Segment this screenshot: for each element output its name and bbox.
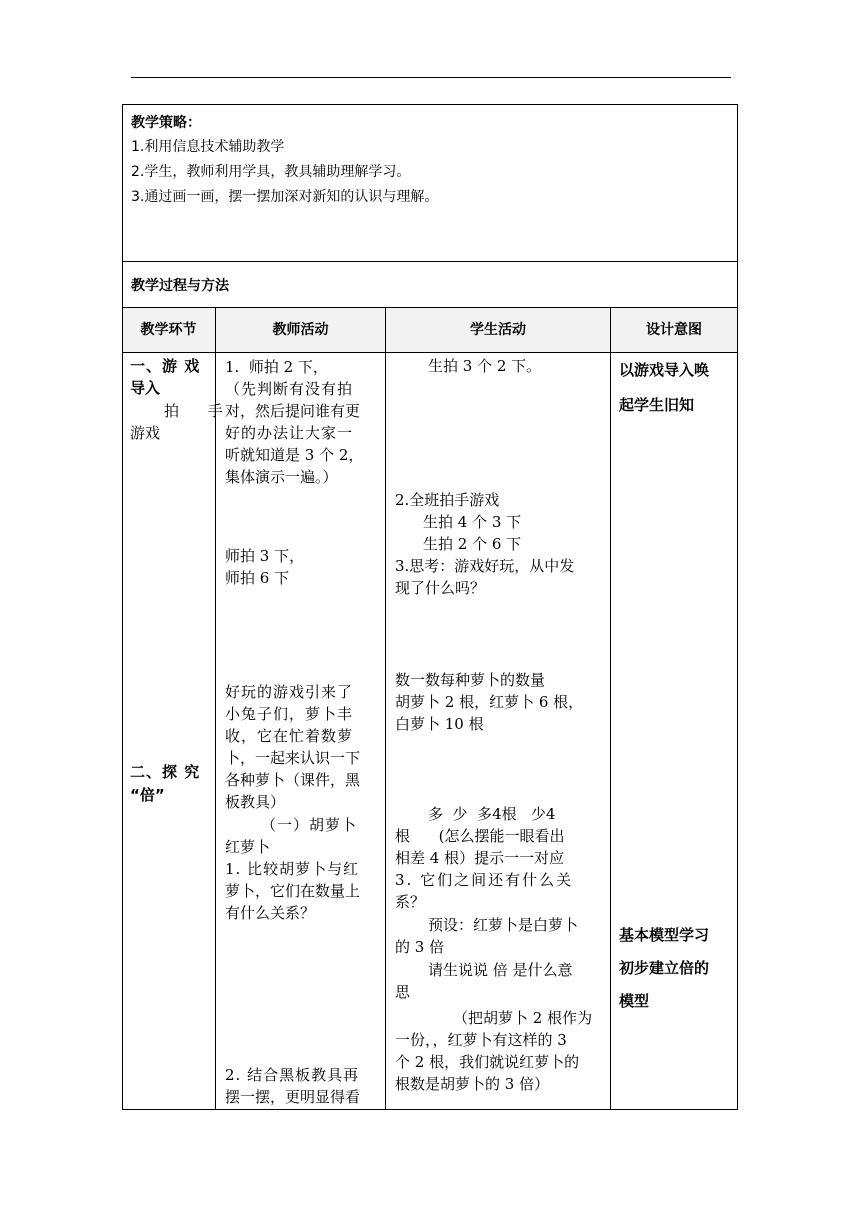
teacher-text: 小兔子们，萝卜丰 [225, 705, 354, 723]
teacher-text: 各种萝卜（课件，黑 [225, 771, 361, 789]
header-teacher: 教师活动 [272, 322, 329, 338]
teacher-text: 板教具） [225, 793, 286, 811]
intent-text: 基本模型学习 [619, 926, 710, 944]
student-text: 数一数每种萝卜的数量 [395, 671, 546, 689]
stage-1-subtitle: 拍 手 [164, 402, 235, 420]
intent-text: 模型 [619, 992, 650, 1010]
student-text: 现了什么吗？ [395, 579, 486, 597]
process-title: 教学过程与方法 [131, 278, 229, 294]
student-text: 相差 4 根）提示一一对应 [395, 849, 565, 867]
teacher-text: 收，它在忙着数萝 [225, 727, 354, 745]
student-text: 一份，，红萝卜有这样的 3 [395, 1031, 567, 1049]
column-divider [610, 307, 611, 1110]
student-text: 请生说说 倍 是什么意 [428, 961, 573, 979]
student-text: 2.全班拍手游戏 [395, 491, 500, 509]
stage-1-subtitle-cont: 游戏 [130, 424, 161, 442]
student-text: 胡萝卜 2 根，红萝卜 6 根， [395, 693, 584, 711]
student-text: （把胡萝卜 2 根作为 [453, 1009, 593, 1027]
teacher-text: （先判断有没有拍 [225, 380, 354, 398]
teacher-text: 师拍 3 下， [225, 547, 305, 565]
header-stage: 教学环节 [140, 322, 197, 338]
teacher-text: 1. 师拍 2 下， [225, 358, 328, 376]
stage-1-title: 一、游 戏 [130, 357, 201, 375]
teacher-text: 有什么关系？ [225, 904, 316, 922]
table-border-right [737, 104, 738, 1110]
intent-text: 初步建立倍的 [619, 959, 710, 977]
student-text: 预设：红萝卜是白萝卜 [428, 916, 579, 934]
header-intent: 设计意图 [646, 322, 702, 338]
column-divider [215, 307, 216, 1110]
column-divider [385, 307, 386, 1110]
strategy-item: 1.利用信息技术辅助教学 [131, 139, 285, 155]
header-rule [131, 77, 731, 78]
stage-2-title: 二、探 究 [130, 763, 201, 781]
strategy-title: 教学策略： [131, 115, 201, 131]
intent-text: 以游戏导入唤 [619, 361, 710, 379]
stage-1-title-cont: 导入 [130, 379, 161, 397]
lesson-table [122, 104, 738, 1110]
teacher-text: 师拍 6 下 [225, 569, 290, 587]
table-border-left [122, 104, 123, 1110]
student-text: 生拍 4 个 3 下 [423, 513, 522, 531]
stage-2-title-cont: “倍” [130, 786, 165, 804]
student-text: 思 [395, 983, 411, 1001]
student-text: 个 2 根，我们就说红萝卜的 [395, 1053, 580, 1071]
student-text: 根数是胡萝卜的 3 倍） [395, 1075, 550, 1093]
strategy-item: 3.通过画一画，摆一摆加深对新知的认识与理解。 [131, 189, 439, 205]
teacher-text: 1. 比较胡萝卜与红 [225, 860, 360, 878]
teacher-text: 集体演示一遍。） [225, 468, 338, 486]
teacher-text: 萝卜，它们在数量上 [225, 882, 361, 900]
student-text: 的 3 倍 [395, 938, 445, 956]
teacher-text: 红萝卜 [225, 838, 271, 856]
teacher-text: 摆一摆，更明显得看 [225, 1088, 361, 1106]
student-text: 系？ [395, 893, 426, 911]
teacher-text: 听就知道是 3 个 2， [225, 446, 364, 464]
student-text: 生拍 2 个 6 下 [423, 535, 522, 553]
teacher-text: 对，然后提问谁有更 [225, 402, 361, 420]
header-student: 学生活动 [470, 322, 526, 338]
student-text: 多 少 多4根 少4 [428, 805, 556, 823]
teacher-text: （一）胡萝卜 [261, 816, 358, 834]
student-text: 根 (怎么摆能一眼看出 [395, 827, 565, 845]
teacher-text: 卜，一起来认识一下 [225, 749, 361, 767]
student-text: 3. 它们之间还有什么关 [395, 871, 574, 889]
teacher-text: 好的办法让大家一 [225, 424, 354, 442]
student-text: 生拍 3 个 2 下。 [428, 357, 542, 375]
intent-text: 起学生旧知 [619, 396, 695, 414]
strategy-item: 2.学生，教师利用学具，教具辅助理解学习。 [131, 164, 411, 180]
student-text: 白萝卜 10 根 [395, 715, 484, 733]
table-border-top [122, 104, 738, 105]
student-text: 3.思考：游戏好玩，从中发 [395, 557, 575, 575]
row-divider [122, 261, 738, 262]
teacher-text: 好玩的游戏引来了 [225, 683, 354, 701]
teacher-text: 2. 结合黑板教具再 [225, 1066, 360, 1084]
